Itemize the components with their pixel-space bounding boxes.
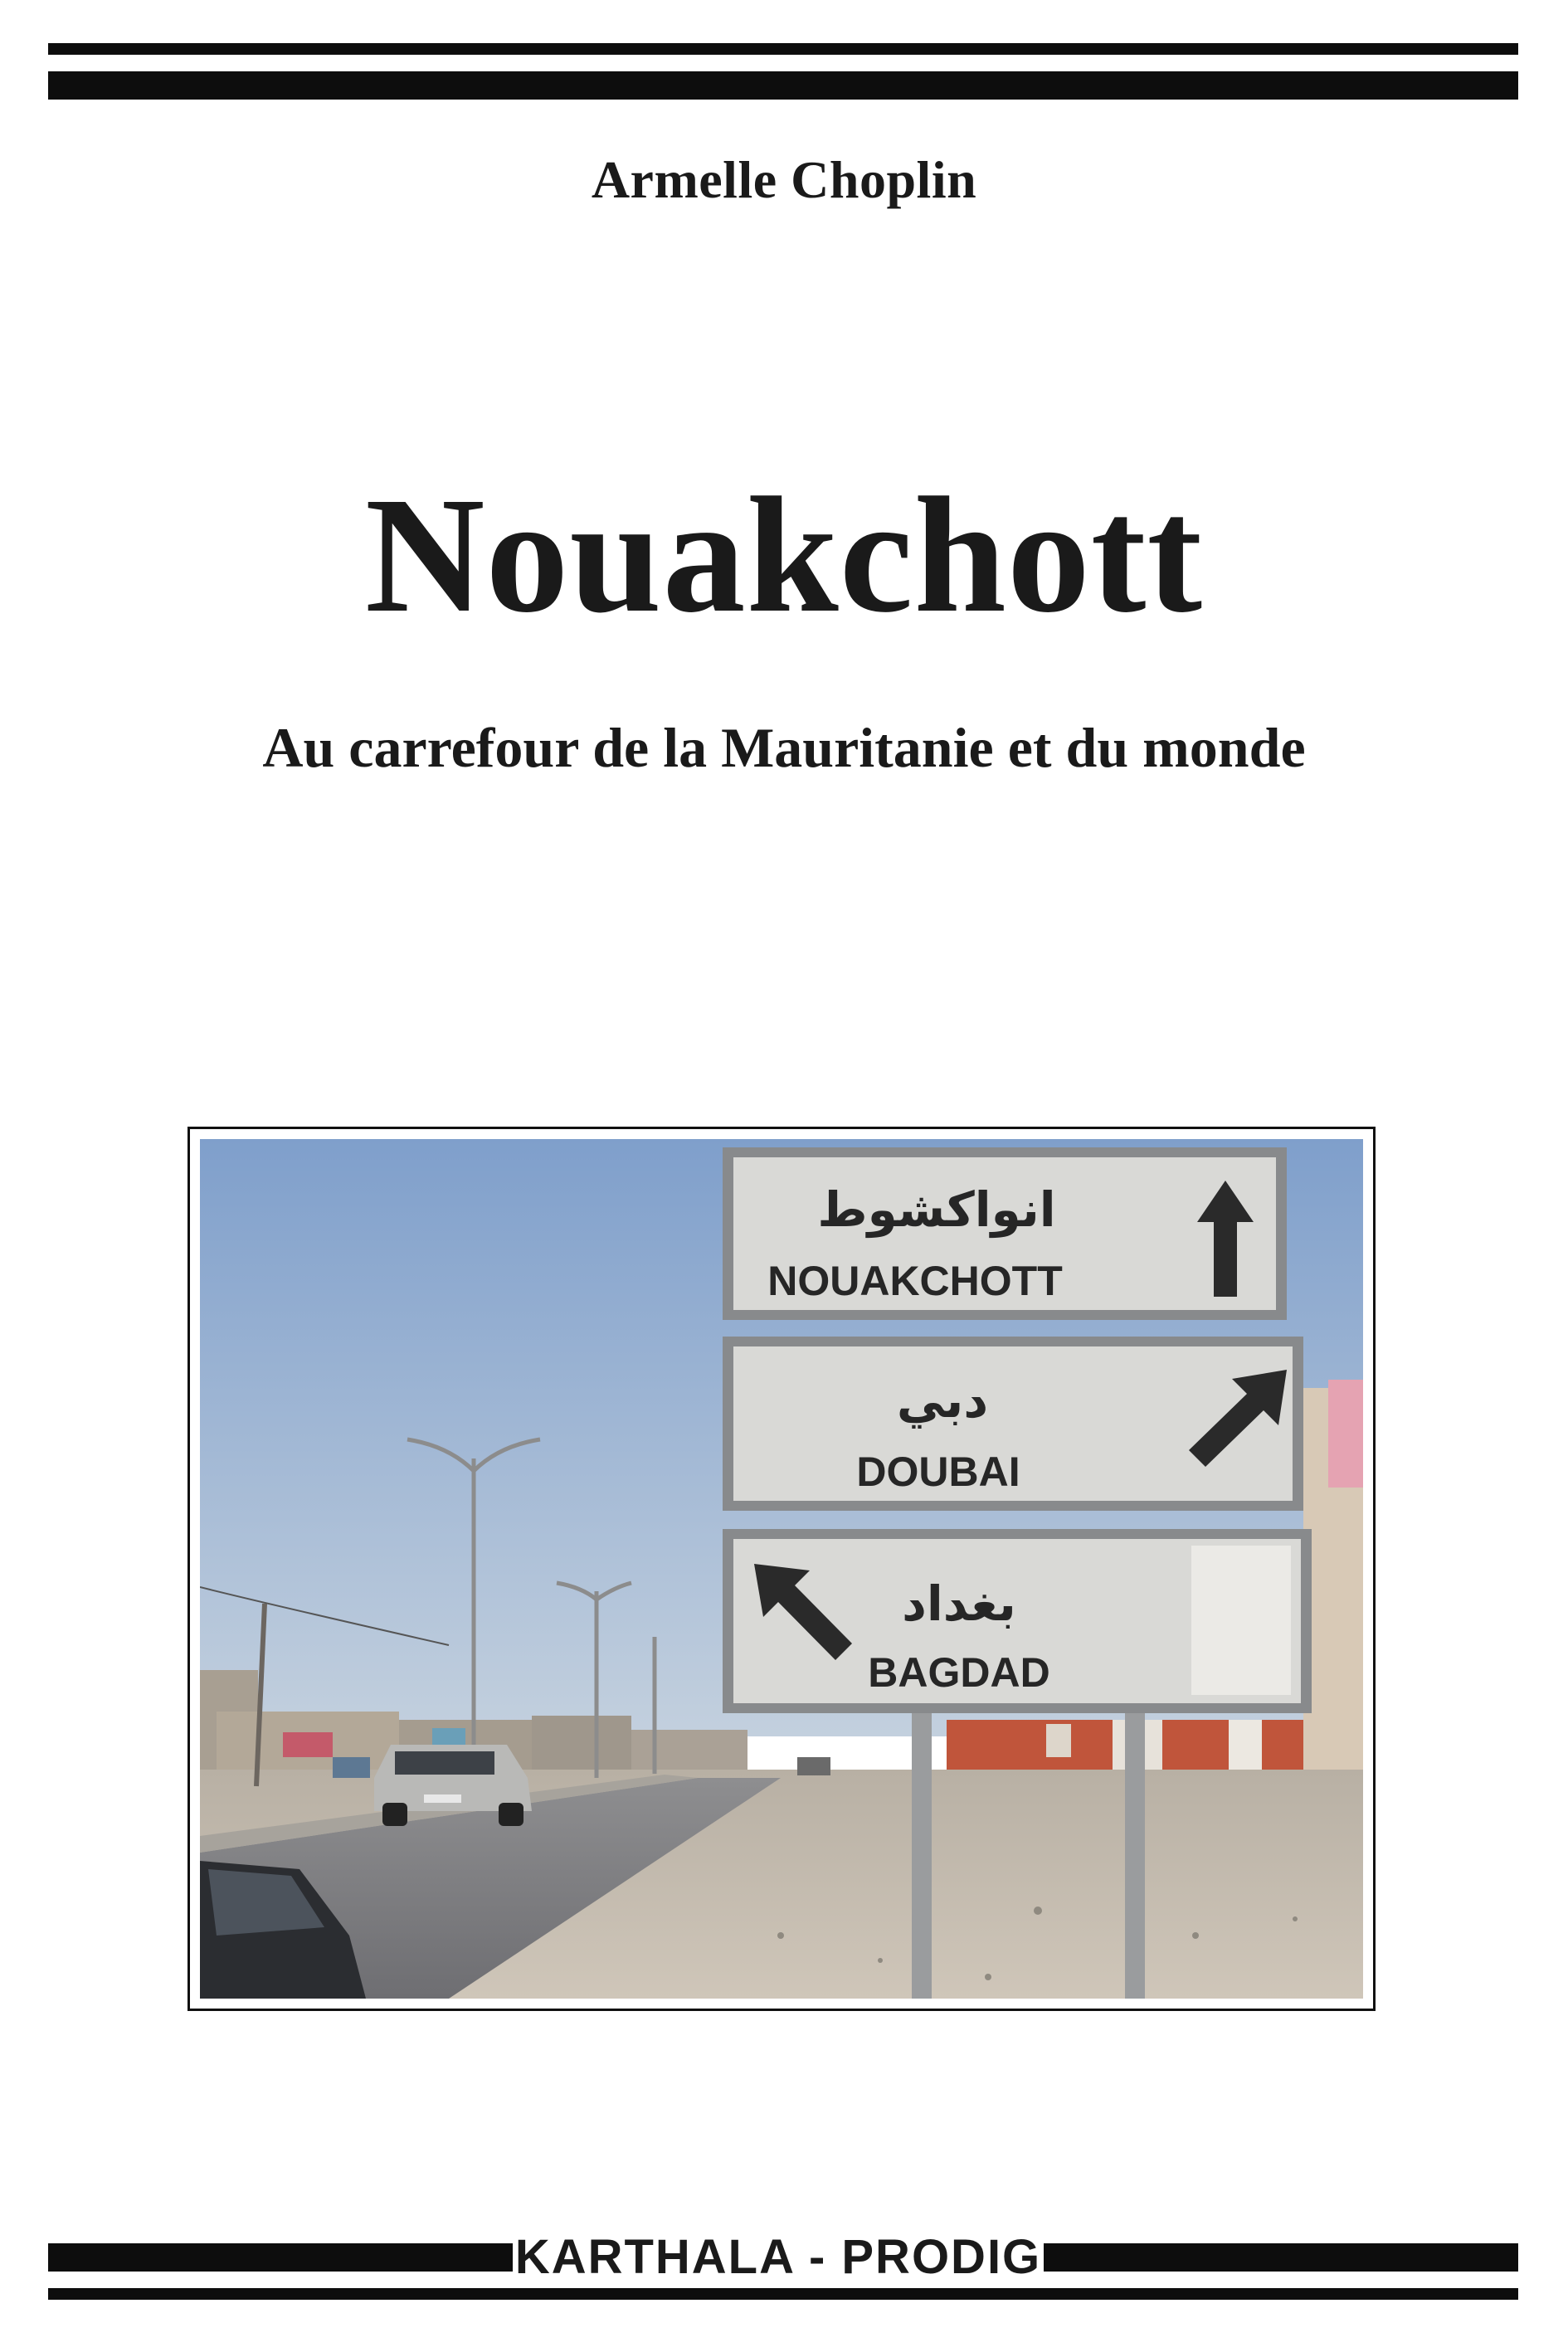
- bottom-left-rule: [48, 2243, 513, 2272]
- author-name: Armelle Choplin: [591, 150, 977, 209]
- sign-nouakchott-arabic: انواكشوط: [817, 1181, 1056, 1238]
- sign-bagdad-arabic: بغداد: [902, 1575, 1016, 1632]
- top-thick-rule: [48, 71, 1518, 100]
- top-thin-rule: [48, 43, 1518, 55]
- sign-doubai-label: DOUBAI: [856, 1449, 1020, 1495]
- sign-nouakchott-label: NOUAKCHOTT: [767, 1258, 1063, 1304]
- sign-doubai: [723, 1337, 1303, 1511]
- sign-bagdad: [723, 1529, 1312, 1713]
- bottom-right-rule: [1044, 2243, 1518, 2272]
- sign-doubai-arabic: دبي: [896, 1372, 989, 1429]
- sign-nouakchott: [723, 1147, 1287, 1320]
- book-subtitle: Au carrefour de la Mauritanie et du monde: [262, 716, 1306, 779]
- torn-poster: [1191, 1546, 1291, 1695]
- publisher-name: KARTHALA - PRODIG: [514, 2230, 1042, 2284]
- road-sign-photo: [200, 1139, 1363, 1999]
- sign-bagdad-label: BAGDAD: [868, 1649, 1050, 1696]
- book-title: Nouakchott: [364, 464, 1204, 647]
- bottom-thin-rule: [48, 2288, 1518, 2300]
- cover-photo: [187, 1127, 1376, 2011]
